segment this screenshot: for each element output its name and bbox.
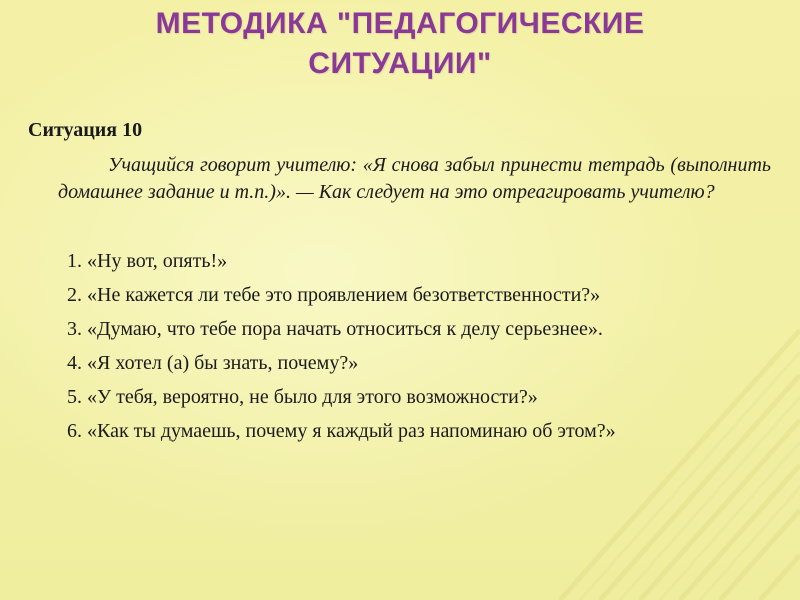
slide-title [80, 0, 720, 84]
slide-title-line-1: МЕТОДИКА "ПЕДАГОГИЧЕСКИЕ [155, 7, 645, 40]
answer-option-6: 6. «Как ты думаешь, почему я каждый раз напоминаю об этом?» [67, 420, 616, 442]
answer-options-list [67, 244, 767, 448]
slide-title-line-2: СИТУАЦИИ" [308, 47, 492, 80]
answer-option-2: 2. «Не кажется ли тебе это проявлением безответственности?» [67, 284, 601, 306]
answer-option-3: 3. «Думаю, что тебе пора начать относиться к делу серьезнее». [67, 318, 603, 340]
answer-option-1: 1. «Ну вот, опять!» [67, 250, 228, 272]
answer-option-4: 4. «Я хотел (а) бы знать, почему?» [67, 352, 359, 374]
situation-heading: Ситуация 10 [28, 119, 143, 141]
situation-description: Учащийся говорит учителю: «Я снова забыл принести тетрадь (выполнить домашнее задание и т.п.)». — Как следует на это отреагировать учителю? [58, 154, 771, 203]
answer-option-5: 5. «У тебя, вероятно, не было для этого возможности?» [67, 386, 538, 408]
